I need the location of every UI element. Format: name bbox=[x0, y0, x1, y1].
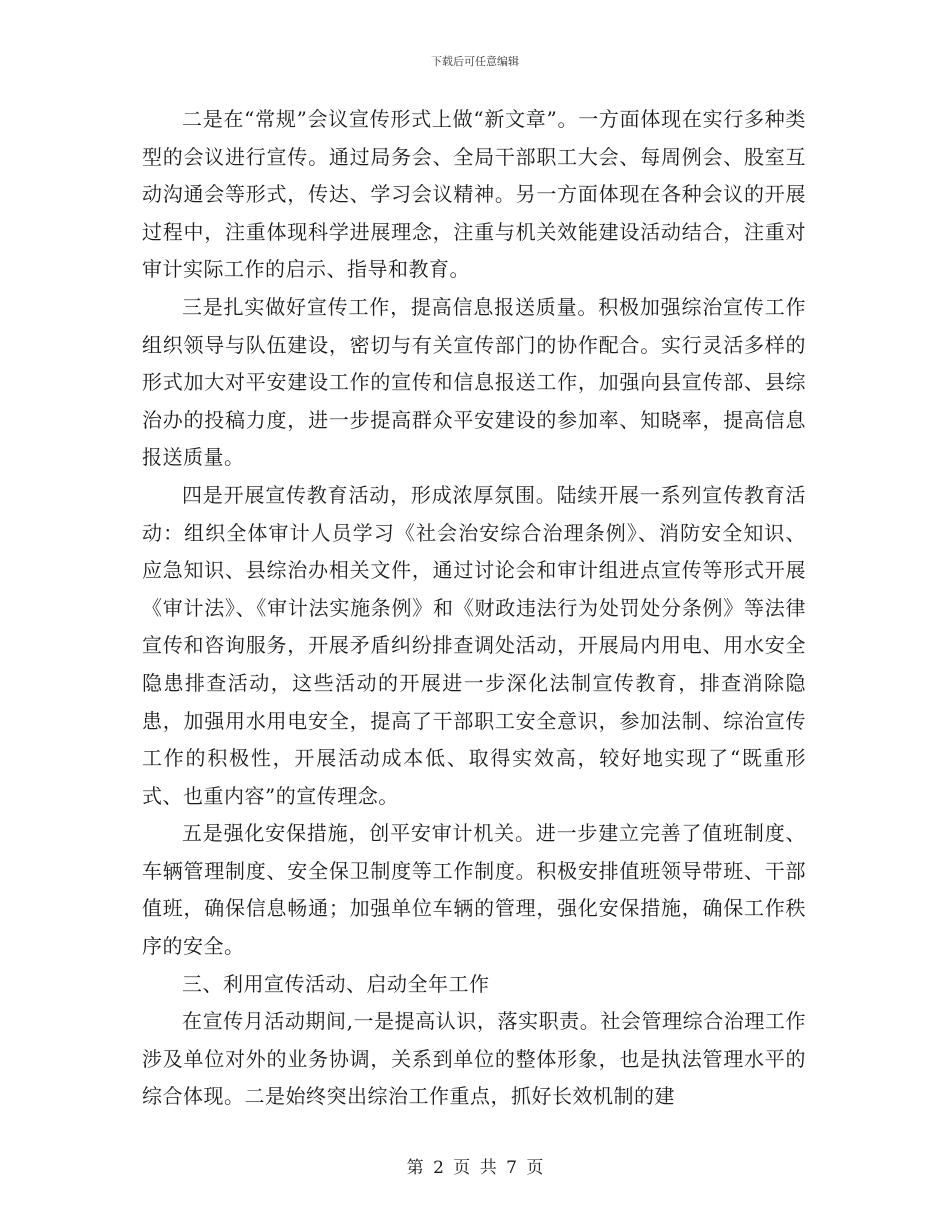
paragraph-campaign: 在宣传月活动期间,一是提高认识，落实职责。社会管理综合治理工作涉及单位对外的业务协调，关系到单位的整体形象，也是执法管理水平的综合体现。二是始终突出综治工作重点，抓好长效机制的建 bbox=[142, 1009, 806, 1109]
page-header: 下载后可任意编辑 bbox=[431, 55, 519, 68]
paragraph-meetings: 二是在“常规”会议宣传形式上做“新文章”。一方面体现在实行多种类型的会议进行宣传。通过局务会、全局干部职工大会、每周例会、股室互动沟通会等形式，传达、学习会议精神。另一方面体现在各种会议的开展过程中，注重体现科学进展理念，注重与机关效能建设活动结合，注重对审计实际工作的启示、指导和教育。 bbox=[142, 107, 806, 282]
paragraph-publicity: 三是扎实做好宣传工作，提高信息报送质量。积极加强综治宣传工作组织领导与队伍建设，密切与有关宣传部门的协作配合。实行灵活多样的形式加大对平安建设工作的宣传和信息报送工作，加强向县宣传部、县综治办的投稿力度，进一步提高群众平安建设的参加率、知晓率，提高信息报送质量。 bbox=[142, 294, 806, 470]
paragraph-education: 四是开展宣传教育活动，形成浓厚氛围。陆续开展一系列宣传教育活动：组织全体审计人员学习《社会治安综合治理条例》、消防安全知识、应急知识、县综治办相关文件，通过讨论会和审计组进点宣传等形式开展《审计法》、《审计法实施条例》和《财政违法行为处罚处分条例》等法律宣传和咨询服务，开展矛盾纠纷排查调处活动，开展局内用电、用水安全隐患排查活动，这些活动的开展进一步深化法制宣传教育，排查消除隐患，加强用水用电安全，提高了干部职工安全意识，参加法制、综治宣传工作的积极性，开展活动成本低、取得实效高，较好地实现了“既重形式、也重内容”的宣传理念。 bbox=[142, 482, 806, 808]
page-number: 第 2 页 共 7 页 bbox=[406, 1158, 544, 1178]
document-body bbox=[142, 101, 806, 1116]
section-heading: 三、利用宣传活动、启动全年工作 bbox=[182, 971, 490, 996]
paragraph-security: 五是强化安保措施，创平安审计机关。进一步建立完善了值班制度、车辆管理制度、安全保卫制度等工作制度。积极安排值班领导带班、干部值班，确保信息畅通；加强单位车辆的管理，强化安保措施，确保工作秩序的安全。 bbox=[142, 821, 806, 959]
